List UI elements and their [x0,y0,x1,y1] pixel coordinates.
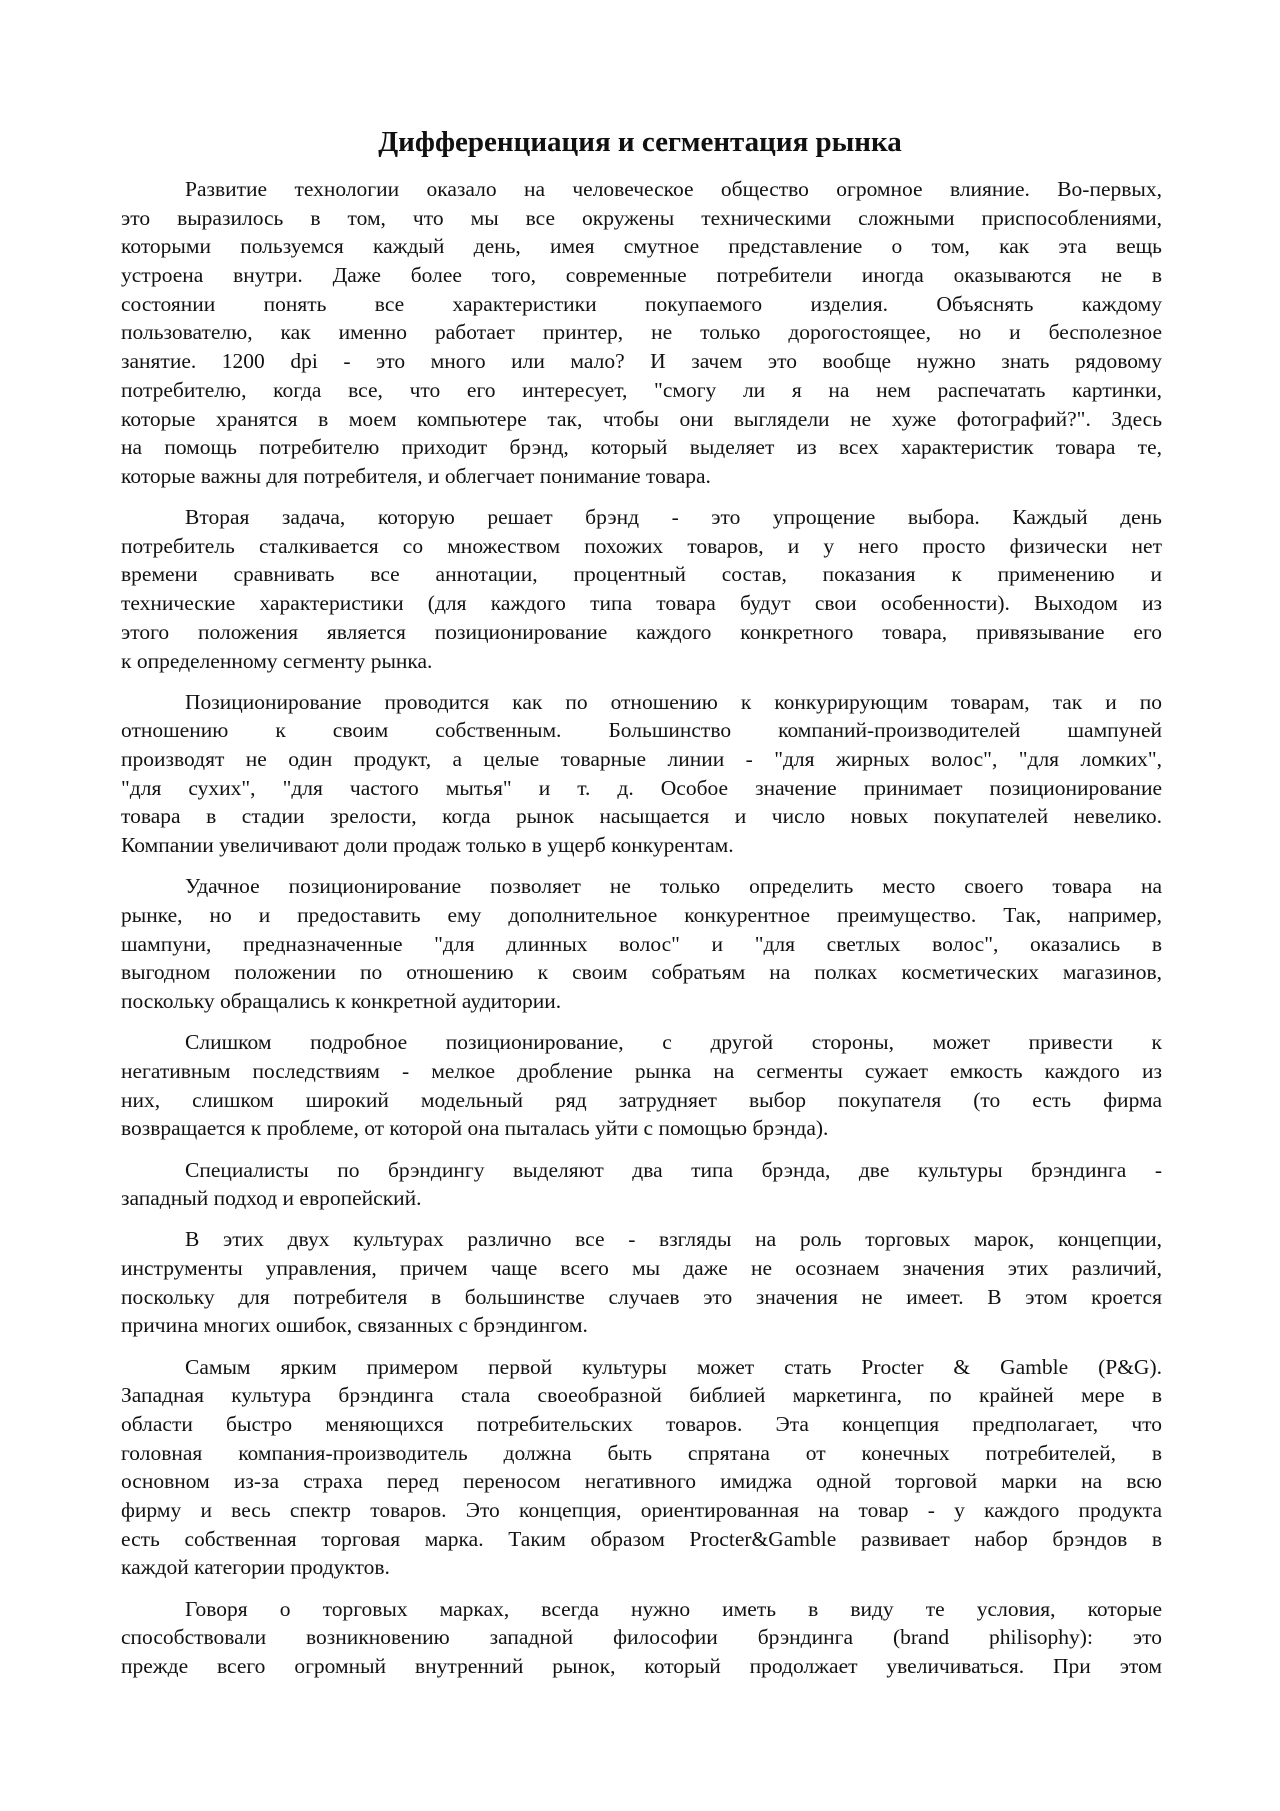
text-line: Слишком подробное позиционирование, с другой стороны, может привести к [185,1030,1162,1055]
text-line: поскольку обращались к конкретной аудитории. [121,989,562,1014]
text-line: на помощь потребителю приходит брэнд, который выделяет из всех характеристик товара те, [121,435,1162,460]
text-line: отношению к своим собственным. Большинство компаний-производителей шампуней [121,718,1162,743]
text-line: области быстро меняющихся потребительских товаров. Эта концепция предполагает, что [121,1412,1162,1436]
text-line: головная компания-производитель должна быть спрятана от конечных потребителей, в [121,1440,1162,1465]
text-line: которые важны для потребителя, и облегчает понимание товара. [121,463,711,488]
text-line: выгодном положении по отношению к своим собратьям на полках косметических магазинов, [121,960,1162,985]
text-line: которые хранятся в моем компьютере так, чтобы они выглядели не хуже фотографий?". Здесь [121,406,1162,431]
paragraph [121,1156,1162,1213]
text-line: к определенному сегменту рынка. [121,648,433,673]
text-line: Позиционирование проводится как по отношению к конкурирующим товарам, так и по [185,689,1162,714]
text-line: инструменты управления, причем чаще всего мы даже не осознаем значения этих различий, [121,1256,1162,1281]
paragraph [121,1028,1162,1143]
text-line: Говоря о торговых марках, всегда нужно иметь в виду те условия, которые [185,1596,1162,1621]
text-line: этого положения является позиционирование каждого конкретного товара, привязывание его [121,619,1162,644]
document-title: Дифференциация и сегментация рынка [378,126,902,158]
text-line: способствовали возникновению западной философии брэндинга (brand philisophy): это [121,1625,1162,1650]
paragraph [121,688,1162,860]
text-line: это выразилось в том, что мы все окружены техническими сложными приспособлениями, [121,205,1162,230]
paragraph [121,175,1162,491]
text-line: которыми пользуемся каждый день, имея смутное представление о том, как эта вещь [121,234,1162,259]
paragraph [121,503,1162,675]
text-line: товара в стадии зрелости, когда рынок насыщается и число новых покупателей невелико. [121,804,1162,829]
text-line: занятие. 1200 dpi - это много или мало? И зачем это вообще нужно знать рядовому [121,349,1162,374]
document-body [121,175,1162,1693]
text-line: Специалисты по брэндингу выделяют два типа брэнда, две культуры брэндинга - [185,1157,1162,1182]
text-line: рынке, но и предоставить ему дополнительное конкурентное преимущество. Так, например, [121,903,1162,927]
text-line: поскольку для потребителя в большинстве случаев это значения не имеет. В этом кроется [121,1284,1162,1309]
text-line: причина многих ошибок, связанных с брэндингом. [121,1313,588,1338]
text-line: "для сухих", "для частого мытья" и т. д. Особое значение принимает позиционирование [121,775,1162,800]
text-line: Развитие технологии оказало на человеческое общество огромное влияние. Во-первых, [185,177,1162,201]
text-line: потребителю, когда все, что его интересует, "смогу ли я на нем распечатать картинки, [121,377,1162,402]
text-line: возвращается к проблеме, от которой она пыталась уйти с помощью брэнда). [121,1116,829,1141]
text-line: производят не один продукт, а целые товарные линии - "для жирных волос", "для ломких", [121,747,1162,772]
text-line: технические характеристики (для каждого типа товара будут свои особенности). Выходом из [121,591,1162,616]
text-line: есть собственная торговая марка. Таким образом Procter&Gamble развивает набор брэндов в [121,1526,1162,1551]
text-line: фирму и весь спектр товаров. Это концепция, ориентированная на товар - у каждого продукта [121,1498,1162,1523]
text-line: основном из-за страха перед переносом негативного имиджа одной торговой марки на всю [121,1469,1162,1494]
paragraph [121,1595,1162,1681]
text-line: них, слишком широкий модельный ряд затрудняет выбор покупателя (то есть фирма [121,1087,1162,1112]
text-line: времени сравнивать все аннотации, процентный состав, показания к применению и [121,562,1162,587]
text-line: В этих двух культурах различно все - взгляды на роль торговых марок, концепции, [185,1227,1162,1252]
text-line: прежде всего огромный внутренний рынок, который продолжает увеличиваться. При этом [121,1654,1162,1678]
text-line: Самым ярким примером первой культуры может стать Procter & Gamble (P&G). [185,1354,1162,1379]
paragraph [121,872,1162,1015]
text-line: пользователю, как именно работает принтер, не только дорогостоящее, но и бесполезное [121,320,1162,345]
text-line: состоянии понять все характеристики покупаемого изделия. Объяснять каждому [121,291,1162,316]
text-line: каждой категории продуктов. [121,1555,390,1580]
text-line: Компании увеличивают доли продаж только в ущерб конкурентам. [121,833,734,858]
text-line: шампуни, предназначенные "для длинных волос" и "для светлых волос", оказались в [121,931,1162,956]
text-line: потребитель сталкивается со множеством похожих товаров, и у него просто физически нет [121,533,1162,558]
text-line: западный подход и европейский. [121,1186,422,1211]
text-line: Удачное позиционирование позволяет не только определить место своего товара на [185,874,1162,899]
paragraph [121,1225,1162,1340]
text-line: негативным последствиям - мелкое дробление рынка на сегменты сужает емкость каждого из [121,1058,1162,1083]
text-line: Вторая задача, которую решает брэнд - это упрощение выбора. Каждый день [185,505,1162,530]
paragraph [121,1353,1162,1583]
text-line: Западная культура брэндинга стала своеобразной библией маркетинга, по крайней мере в [121,1383,1162,1408]
text-line: устроена внутри. Даже более того, современные потребители иногда оказываются не в [121,263,1162,288]
